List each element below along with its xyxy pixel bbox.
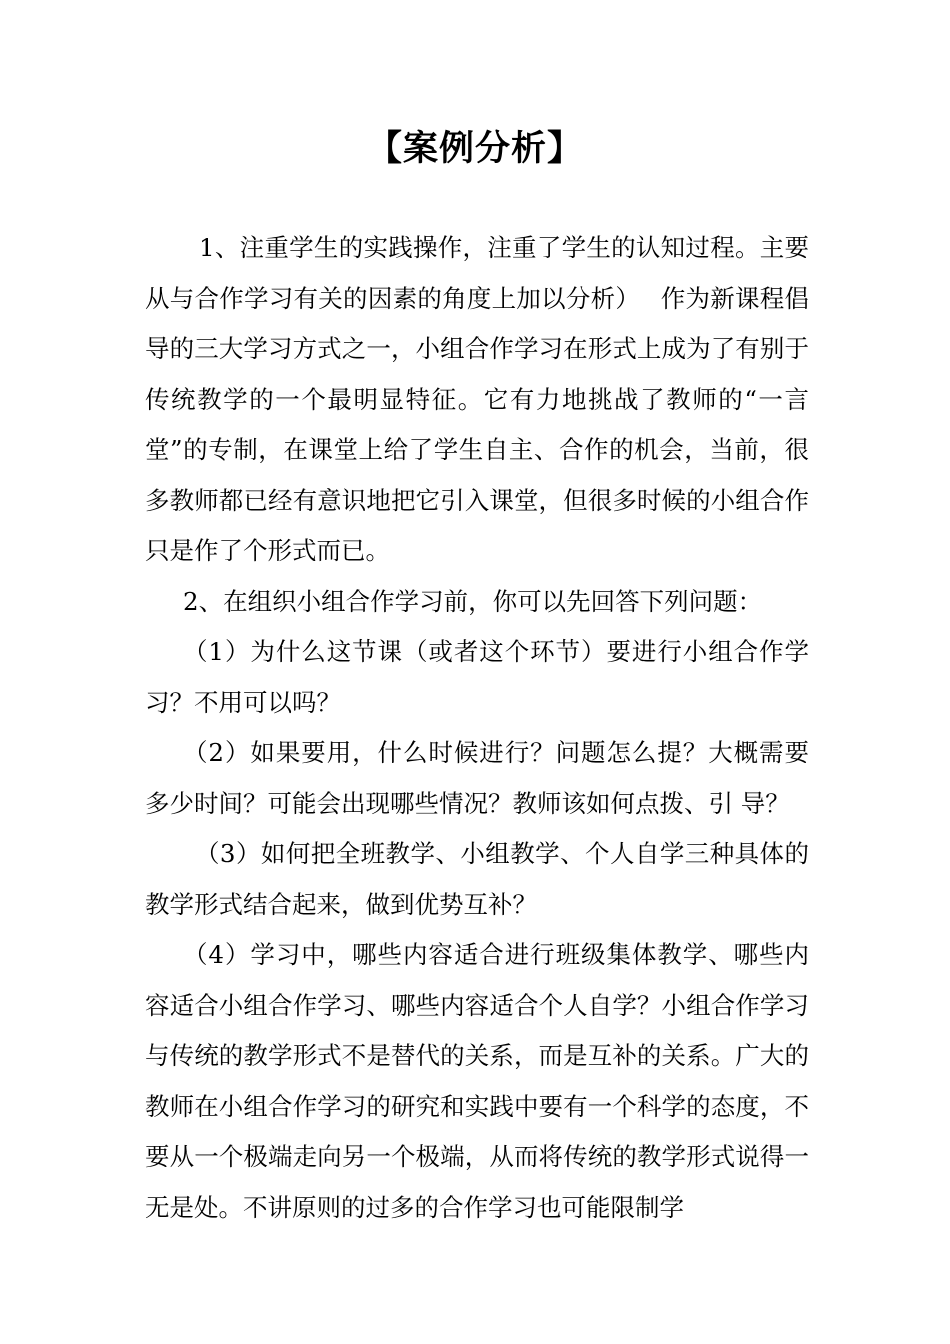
document-title: 【案例分析】: [366, 128, 583, 169]
paragraph-2: 2、在组织小组合作学习前，你可以先回答下列问题：: [183, 586, 763, 616]
document-body: [145, 223, 809, 1233]
paragraph-question-2: （2）如果要用，什么时候进行？问题怎么提？大概需要多少时间？可能会出现哪些情况？教师该如何点拨、引 导？: [145, 738, 809, 818]
paragraph-1: 1、注重学生的实践操作，注重了学生的认知过程。主要从与合作学习有关的因素的角度上加以分析） 作为新课程倡导的三大学习方式之一，小组合作学习在形式上成为了有别于传统教学的一个最明显特征。它有力地挑战了教师的“一言堂”的专制，在课堂上给了学生自主、合作的机会，当前，很多教师都已经有意识地把它引入课堂，但很多时候的小组合作只是作了个形式而已。: [145, 233, 809, 565]
paragraph-question-1: （1）为什么这节课（或者这个环节）要进行小组合作学习？不用可以吗？: [145, 637, 809, 717]
paragraph-question-4: （4）学习中，哪些内容适合进行班级集体教学、哪些内容适合小组合作学习、哪些内容适合个人自学？小组合作学习与传统的教学形式不是替代的关系，而是互补的关系。广大的教师在小组合作学习的研究和实践中要有一个科学的态度，不要从一个极端走向另一个极端，从而将传统的教学形式说得一无是处。不讲原则的过多的合作学习也可能限制学: [145, 940, 809, 1222]
paragraph-question-3: （3）如何把全班教学、小组教学、个人自学三种具体的教学形式结合起来，做到优势互补？: [145, 839, 809, 919]
